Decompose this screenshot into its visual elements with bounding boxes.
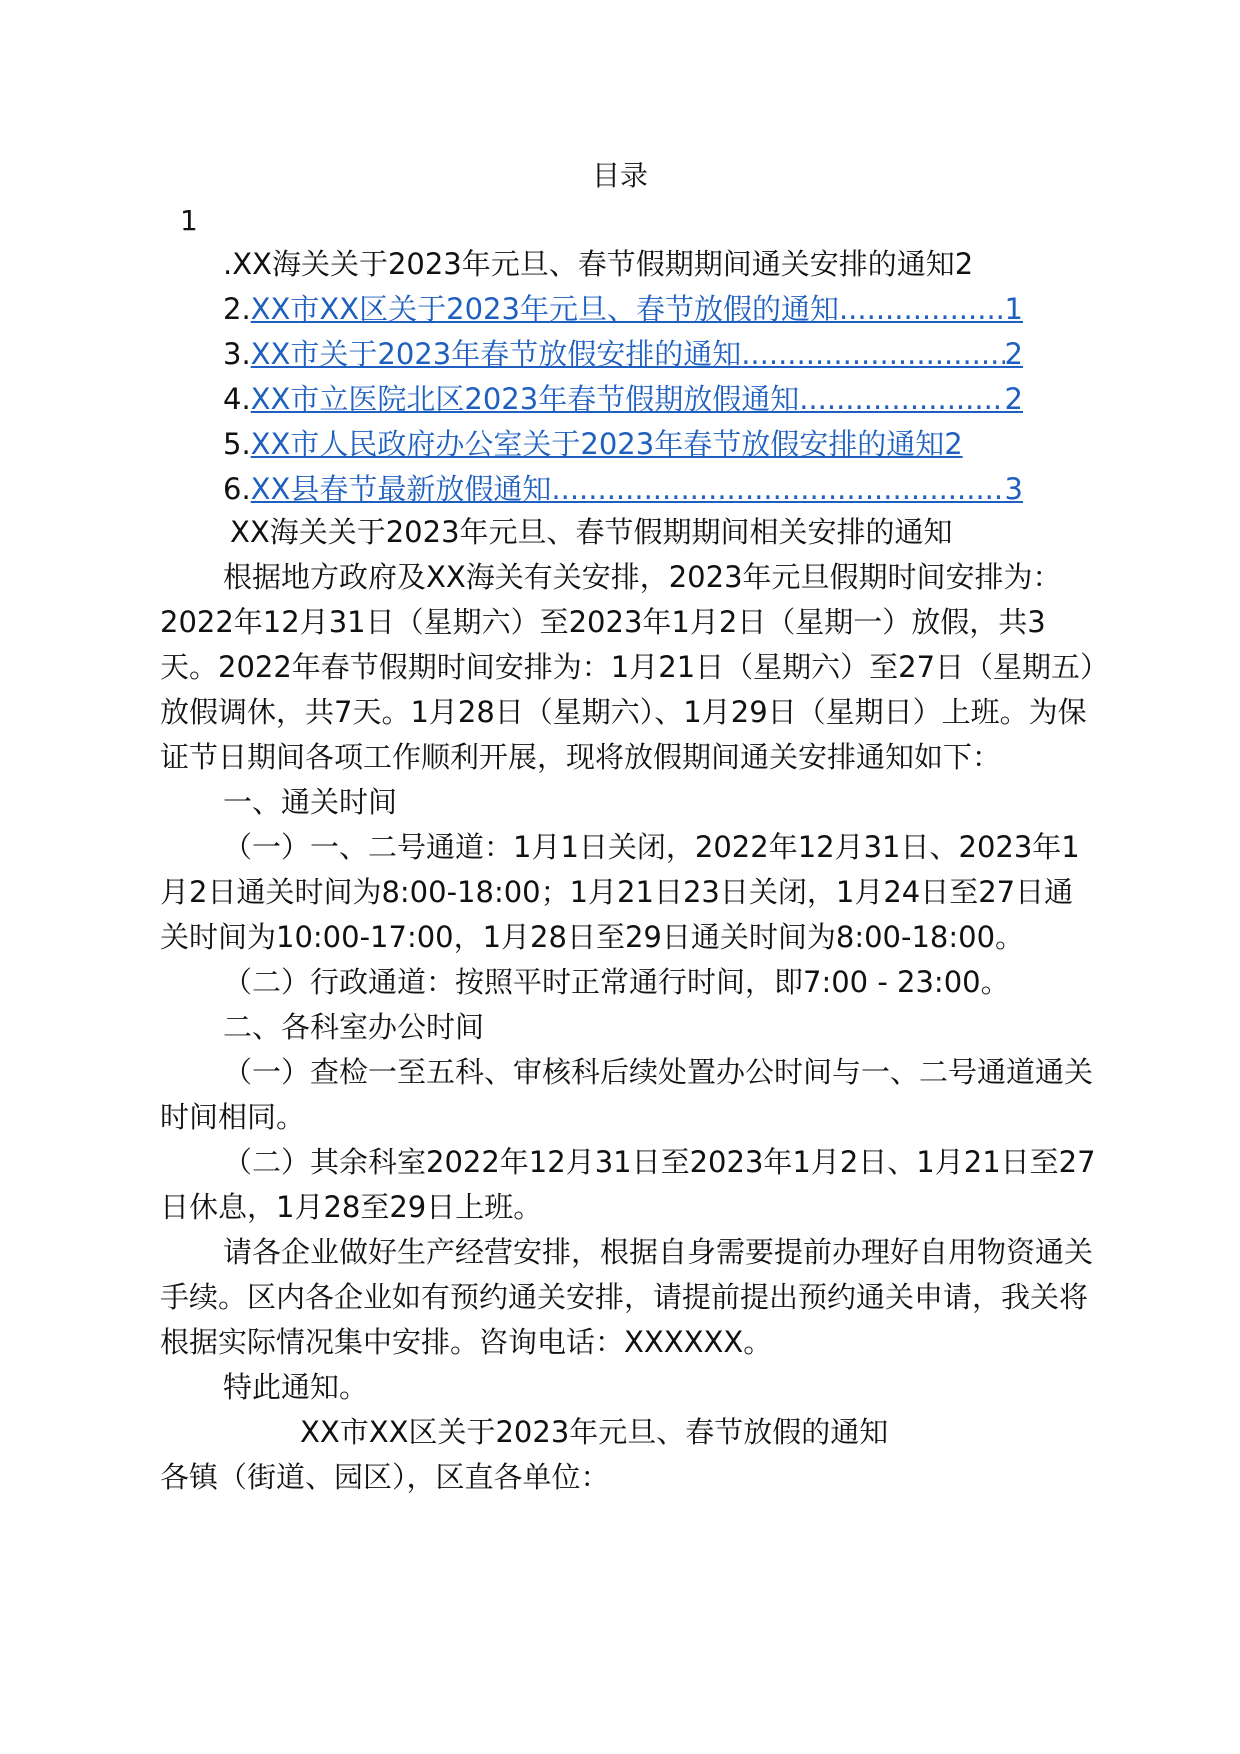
toc-page-number: 2 bbox=[1004, 337, 1023, 371]
toc-page-number: 1 bbox=[1004, 292, 1023, 326]
toc-title: 目录 bbox=[591, 159, 648, 192]
toc-item-number: 6. bbox=[223, 472, 251, 506]
toc-link[interactable] bbox=[251, 381, 1023, 417]
body-paragraph: （二）其余科室2022年12月31日至2023年1月2日、1月21日至27日休息，1月28至29日上班。 bbox=[160, 1145, 1096, 1224]
toc-item-4[interactable] bbox=[223, 381, 1023, 426]
toc-item-label: XX市XX区关于2023年元旦、春节放假的通知 bbox=[250, 292, 839, 326]
toc-item-number: 4. bbox=[223, 382, 251, 416]
closing-text: 特此通知。 bbox=[223, 1370, 369, 1404]
body-paragraph: 根据地方政府及XX海关有关安排，2023年元旦假期时间安排为：2022年12月31日（星期六）至2023年1月2日（星期一）放假，共3天。2022年春节假期时间安排为：1月21日（星期六）至27日（星期五）放假调休，共7天。1月28日（星期六）、1月29日（星期日）上班。为保证节日期间各项工作顺利开展，现将放假期间通关安排通知如下： bbox=[160, 560, 1095, 774]
toc-item-2[interactable] bbox=[223, 291, 1023, 336]
toc-item-label: XX市立医院北区2023年春节假期放假通知 bbox=[250, 382, 800, 416]
toc-page-number: 3 bbox=[1004, 472, 1023, 506]
toc-leader-dots bbox=[839, 291, 1005, 327]
section-heading: XX市XX区关于2023年元旦、春节放假的通知 bbox=[300, 1415, 889, 1449]
toc-item-label: XX县春节最新放假通知 bbox=[250, 472, 552, 506]
body-paragraph: （一）一、二号通道：1月1日关闭，2022年12月31日、2023年1月2日通关时间为8:00-18:00；1月21日23日关闭，1月24日至27日通关时间为10:00-17:00，1月28日至29日通关时间为8:00-18:00。 bbox=[160, 830, 1080, 954]
body-paragraph: 请各企业做好生产经营安排，根据自身需要提前办理好自用物资通关手续。区内各企业如有预约通关安排，请提前提出预约通关申请，我关将根据实际情况集中安排。咨询电话：XXXXXX。 bbox=[160, 1235, 1094, 1359]
toc-item-label: XX市关于2023年春节放假安排的通知 bbox=[250, 337, 742, 371]
toc-leader-dots bbox=[799, 381, 1004, 417]
table-of-contents bbox=[223, 246, 1023, 516]
toc-leader-dots bbox=[741, 336, 1004, 372]
toc-item-number: 5. bbox=[223, 427, 251, 461]
toc-number: 1 bbox=[180, 204, 198, 237]
body-paragraph: （一）查检一至五科、审核科后续处置办公时间与一、二号通道通关时间相同。 bbox=[160, 1055, 1094, 1134]
toc-leader-dots bbox=[551, 471, 1004, 507]
toc-item-number: 3. bbox=[223, 337, 251, 371]
section-heading: 二、各科室办公时间 bbox=[223, 1010, 485, 1044]
section-heading: 一、通关时间 bbox=[223, 785, 398, 819]
toc-item-5[interactable] bbox=[223, 426, 1023, 471]
salutation: 各镇（街道、园区），区直各单位： bbox=[160, 1460, 610, 1494]
toc-item-label: XX市人民政府办公室关于2023年春节放假安排的通知2 bbox=[250, 427, 963, 461]
document-body bbox=[160, 510, 1100, 1500]
body-paragraph: （二）行政通道：按照平时正常通行时间，即7:00 - 23:00。 bbox=[223, 965, 1010, 999]
toc-link[interactable] bbox=[251, 336, 1023, 372]
toc-item-number: 2. bbox=[223, 292, 251, 326]
toc-page-number: 2 bbox=[1004, 382, 1023, 416]
toc-item-1[interactable] bbox=[223, 246, 1023, 291]
toc-link[interactable] bbox=[251, 426, 1023, 462]
toc-link[interactable] bbox=[251, 471, 1023, 507]
toc-link[interactable] bbox=[251, 291, 1023, 327]
section-heading: XX海关关于2023年元旦、春节假期期间相关安排的通知 bbox=[230, 515, 953, 549]
toc-item-label: .XX海关关于2023年元旦、春节假期期间通关安排的通知2 bbox=[223, 247, 974, 281]
toc-item-3[interactable] bbox=[223, 336, 1023, 381]
